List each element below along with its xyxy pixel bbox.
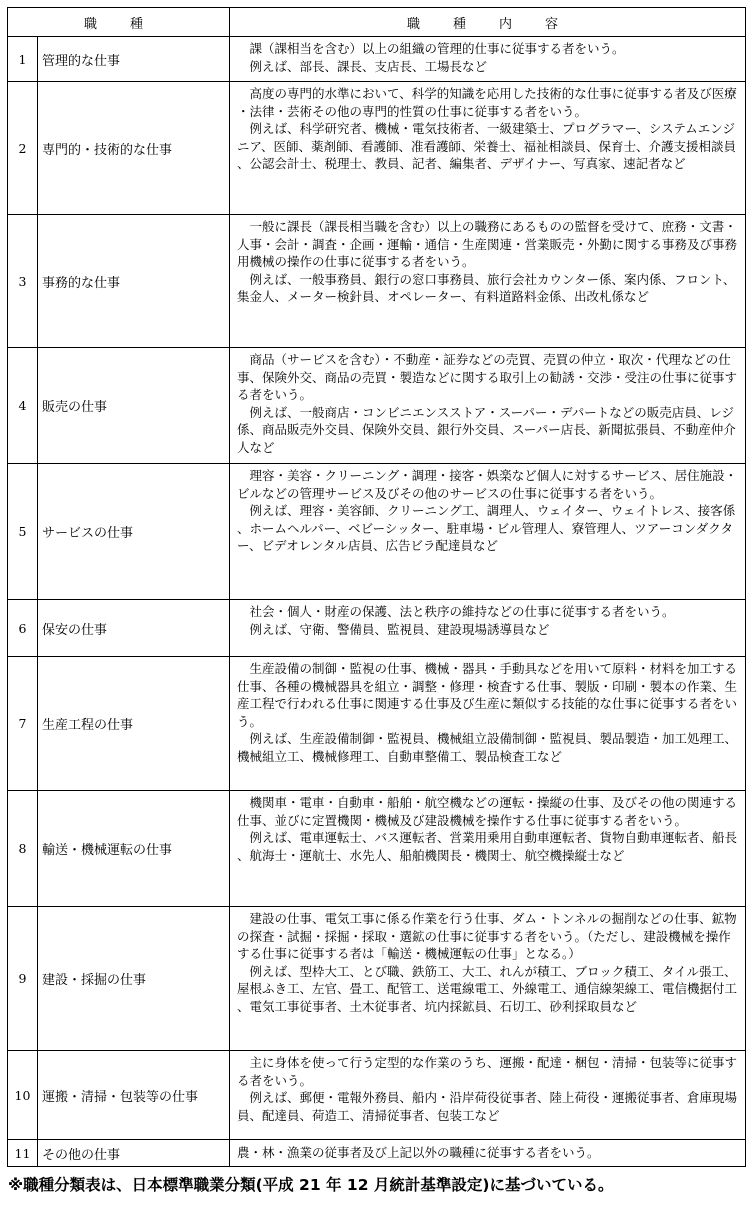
definition-text: 主に身体を使って行う定型的な作業のうち、運搬・配達・梱包・清掃・包装等に従事する者をいう。 <box>237 1055 738 1088</box>
examples-text: 例えば、型枠大工、とび職、鉄筋工、大工、れんが積工、ブロック積工、タイル張工、屋根ふき工、左官、畳工、配管工、送電線電工、外線電工、通信線架線工、電信機据付工、電気工事従事者、土木従事者、坑内採鉱員、石切工、砂利採取員など <box>237 963 738 1014</box>
occupation-table-container <box>7 7 745 1167</box>
definition-text: 商品（サービスを含む）・不動産・証券などの売買、売買の仲立・取次・代理などの仕事、保険外交、商品の売買・製造などに関する取引上の勧誘・交渉・受注の仕事に従事する者をいう。 <box>237 352 738 402</box>
table-row <box>8 1140 746 1167</box>
table-row <box>8 215 746 348</box>
occupation-name: 管理的な仕事 <box>38 37 230 82</box>
occupation-description <box>230 348 746 464</box>
table-header-row <box>8 8 746 37</box>
examples-text: 例えば、一般事務員、銀行の窓口事務員、旅行会社カウンター係、案内係、フロント、集金人、メーター検針員、オペレーター、有料道路料金係、出改札係など <box>237 271 736 304</box>
row-number: 5 <box>8 464 38 600</box>
definition-text: 高度の専門的水準において、科学的知識を応用した技術的な仕事に従事する者及び医療・法律・芸術その他の専門的性質の仕事に従事する者をいう。 <box>237 86 737 119</box>
definition-text: 機関車・電車・自動車・船舶・航空機などの運転・操縦の仕事、及びその他の関連する仕事、並びに定置機関・機械及び建設機械を操作する仕事に従事する者をいう。 <box>237 795 738 828</box>
row-number: 10 <box>8 1051 38 1140</box>
examples-text: 例えば、一般商店・コンビニエンスストア・スーパー・デパートなどの販売店員、レジ係、商品販売外交員、保険外交員、銀行外交員、スーパー店長、新聞拡張員、不動産仲介人など <box>237 404 736 455</box>
definition-text: 社会・個人・財産の保護、法と秩序の維持などの仕事に従事する者をいう。 <box>249 604 675 619</box>
examples-text: 例えば、科学研究者、機械・電気技術者、一級建築士、プログラマー、システムエンジニア、医師、薬剤師、看護師、准看護師、栄養士、福祉相談員、保育士、介護支援相談員、公認会計士、税理士、教員、記者、編集者、デザイナー、写真家、速記者など <box>237 121 737 171</box>
table-row <box>8 464 746 600</box>
definition-text: 農・林・漁業の従事者及び上記以外の職種に従事する者をいう。 <box>237 1145 600 1161</box>
occupation-description <box>230 464 746 600</box>
occupation-description <box>230 215 746 348</box>
occupation-description <box>230 600 746 657</box>
examples-text: 例えば、理容・美容師、クリーニング工、調理人、ウェイター、ウェイトレス、接客係、ホームヘルパー、ベビーシッター、駐車場・ビル管理人、寮管理人、ツアーコンダクター、ビデオレンタル店員、広告ビラ配達員など <box>237 503 736 553</box>
examples-text: 例えば、電車運転士、バス運転者、営業用乗用自動車運転者、貨物自動車運転者、船長、航海士・運航士、水先人、船舶機関長・機関士、航空機操縦士など <box>237 830 738 863</box>
occupation-description <box>230 1051 746 1140</box>
occupation-name: 保安の仕事 <box>38 600 230 657</box>
table-row <box>8 348 746 464</box>
occupation-name: 輸送・機械運転の仕事 <box>38 791 230 907</box>
table-row <box>8 791 746 907</box>
occupation-name: その他の仕事 <box>38 1140 230 1167</box>
table-row <box>8 657 746 791</box>
occupation-name: 生産工程の仕事 <box>38 657 230 791</box>
definition-text: 生産設備の制御・監視の仕事、機械・器具・手動具などを用いて原料・材料を加工する仕事、各種の機械器具を組立・調整・修理・検査する仕事、製版・印刷・製本の作業、生産工程で行われる仕事に関連する仕事及び生産に類似する技能的な仕事に従事する者をいう。 <box>237 661 738 729</box>
occupation-description <box>230 82 746 215</box>
occupation-name: 事務的な仕事 <box>38 215 230 348</box>
occupation-name: 建設・採掘の仕事 <box>38 907 230 1051</box>
examples-text: 例えば、生産設備制御・監視員、機械組立設備制御・監視員、製品製造・加工処理工、機械組立工、機械修理工、自動車整備工、製品検査工など <box>237 731 738 764</box>
row-number: 9 <box>8 907 38 1051</box>
row-number: 1 <box>8 37 38 82</box>
examples-text: 例えば、部長、課長、支店長、工場長など <box>249 58 488 74</box>
occupation-name: 運搬・清掃・包装等の仕事 <box>38 1051 230 1140</box>
occupation-classification-table <box>7 7 746 1167</box>
occupation-description <box>230 657 746 791</box>
occupation-description <box>230 37 746 82</box>
table-row <box>8 1051 746 1140</box>
definition-text: 課（課相当を含む）以上の組織の管理的仕事に従事する者をいう。 <box>249 41 625 56</box>
header-occupation-content: 職 種 内 容 <box>230 8 746 37</box>
examples-text: 例えば、守衛、警備員、監視員、建設現場誘導員など <box>249 621 550 637</box>
footnote: ※職種分類表は、日本標準職業分類(平成 21 年 12 月統計基準設定)に基づいている。 <box>8 1176 614 1194</box>
occupation-description <box>230 791 746 907</box>
row-number: 8 <box>8 791 38 907</box>
row-number: 2 <box>8 82 38 215</box>
occupation-name: サービスの仕事 <box>38 464 230 600</box>
definition-text: 一般に課長（課長相当職を含む）以上の職務にあるものの監督を受けて、庶務・文書・人事・会計・調査・企画・運輸・通信・生産関連・営業販売・外勤に関する事務及び事務用機械の操作の仕事に従事する者をいう。 <box>237 219 738 269</box>
occupation-description <box>230 1140 746 1167</box>
definition-text: 理容・美容・クリーニング・調理・接客・娯楽など個人に対するサービス、居住施設・ビルなどの管理サービス及びその他のサービスの仕事に従事する者をいう。 <box>237 468 738 501</box>
row-number: 7 <box>8 657 38 791</box>
header-occupation-type: 職 種 <box>8 8 230 37</box>
row-number: 4 <box>8 348 38 464</box>
occupation-name: 専門的・技術的な仕事 <box>38 82 230 215</box>
occupation-description <box>230 907 746 1051</box>
table-row <box>8 907 746 1051</box>
row-number: 3 <box>8 215 38 348</box>
table-row <box>8 82 746 215</box>
table-row <box>8 600 746 657</box>
row-number: 11 <box>8 1140 38 1167</box>
occupation-name: 販売の仕事 <box>38 348 230 464</box>
definition-text: 建設の仕事、電気工事に係る作業を行う仕事、ダム・トンネルの掘削などの仕事、鉱物の探査・試掘・採掘・採取・選鉱の仕事に従事する者をいう。（ただし、建設機械を操作する仕事に従事する者は「輸送・機械運転の仕事」となる。） <box>237 911 737 961</box>
table-row <box>8 37 746 82</box>
row-number: 6 <box>8 600 38 657</box>
examples-text: 例えば、郵便・電報外務員、船内・沿岸荷役従事者、陸上荷役・運搬従事者、倉庫現場員、配達員、荷造工、清掃従事者、包装工など <box>237 1090 738 1123</box>
